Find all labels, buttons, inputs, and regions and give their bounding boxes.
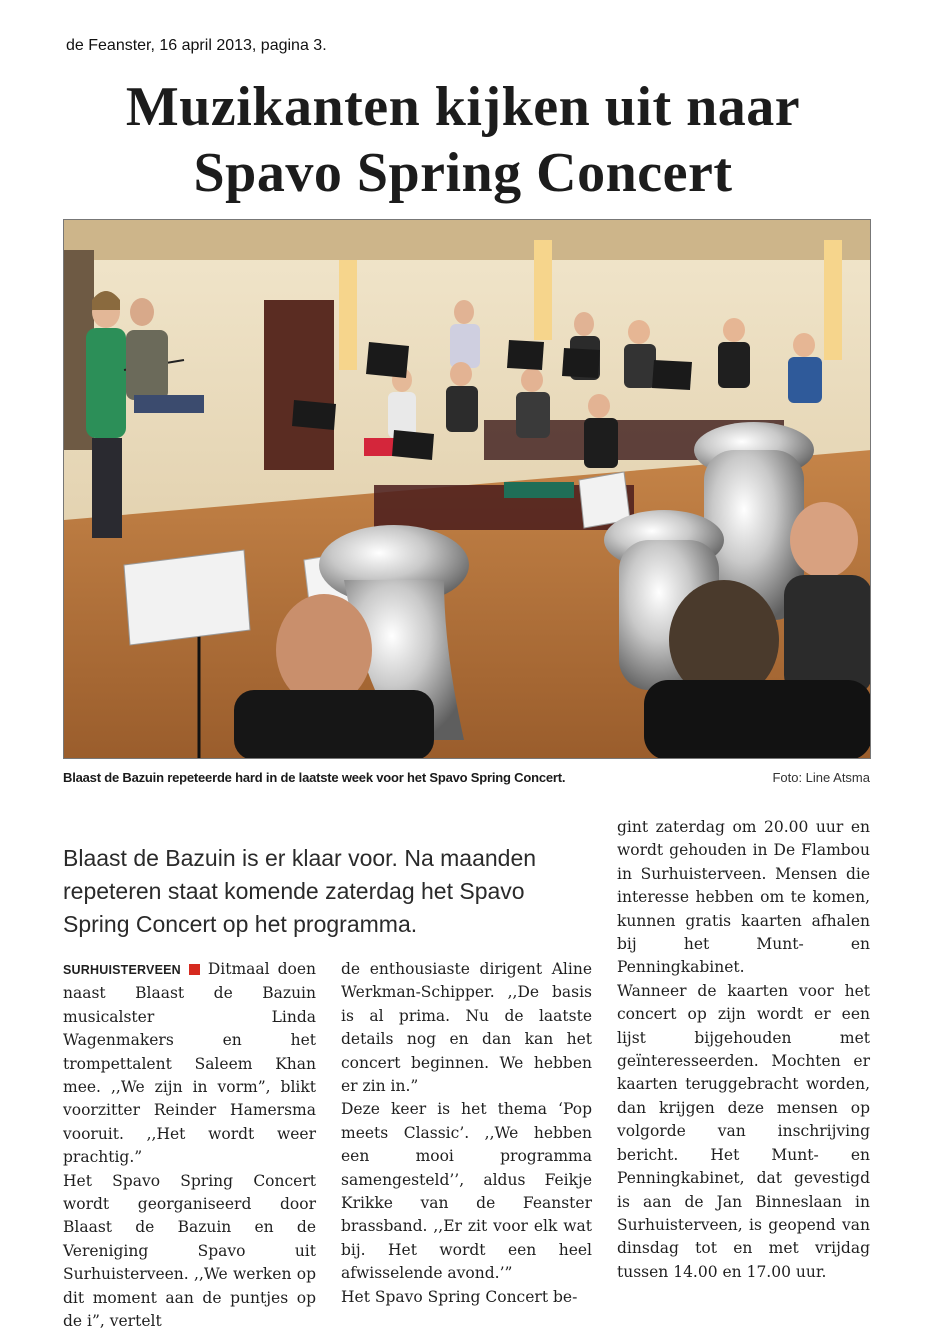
photo-credit: Foto: Line Atsma (772, 770, 870, 785)
lead-paragraph: Blaast de Bazuin is er klaar voor. Na maanden repeteren staat komende zaterdag het Spavo Spring Concert op het programma. (63, 845, 537, 937)
dateline: SURHUISTERVEEN (63, 963, 181, 977)
body-paragraph: Deze keer is het thema ‘Pop meets Classic’. ,,We hebben een mooi programma samengesteld’’, aldus Feikje Krikke van de Feanster brassband. ,,Er zit voor elk wat bij. Het wordt een heel afwisselende avond.’” (341, 1100, 592, 1283)
dateline-square-icon (189, 964, 200, 975)
photo-caption: Blaast de Bazuin repeteerde hard in de laatste week voor het Spavo Spring Concert. (63, 770, 566, 785)
body-column-3 (617, 816, 870, 1284)
body-paragraph: Het Spavo Spring Concert be- (341, 1287, 578, 1306)
body-paragraph: Wanneer de kaarten voor het concert op zijn wordt er een lijst bijgehouden met geïnteresseerden. Mochten er kaarten teruggebracht worden, dan krijgen deze mensen op volgorde van inschrijving bericht. Het Munt- en Penningkabinet, dat gevestigd is aan de Jan Binneslaan in Surhuisterveen, is geopend van dinsdag tot en met vrijdag tussen 14.00 en 17.00 uur. (617, 981, 870, 1281)
body-column-2 (341, 958, 592, 1309)
body-column-1 (63, 958, 316, 1334)
source-line: de Feanster, 16 april 2013, pagina 3. (66, 37, 327, 54)
body-paragraph (63, 958, 316, 1170)
headline-line-2: Spavo Spring Concert (193, 142, 733, 204)
headline (40, 74, 886, 206)
body-paragraph: de enthousiaste dirigent Aline Werkman-Schipper. ,,De basis is al prima. Nu de laatste details nog en dan kan het concert beginnen. We hebben er zin in.” (341, 960, 592, 1096)
headline-line-1: Muzikanten kijken uit naar (125, 76, 801, 138)
body-text: Ditmaal doen naast Blaast de Bazuin musicalster Linda Wagenmakers en het trompettalent Saleem Khan mee. ,,We zijn in vorm”, blikt voorzitter Reinder Hamersma vooruit. ,,Het wordt weer prachtig.” (63, 960, 316, 1167)
rehearsal-photo (63, 219, 871, 759)
body-paragraph: gint zaterdag om 20.00 uur en wordt gehouden in De Flambou in Surhuisterveen. Mensen die interesse hebben om te komen, kunnen gratis kaarten afhalen bij het Munt- en Penningkabinet. (617, 818, 870, 977)
body-paragraph: Het Spavo Spring Concert wordt georganiseerd door Blaast de Bazuin en de Vereniging Spavo uit Surhuisterveen. ,,We werken op dit moment aan de puntjes op de i”, vertelt (63, 1171, 316, 1331)
